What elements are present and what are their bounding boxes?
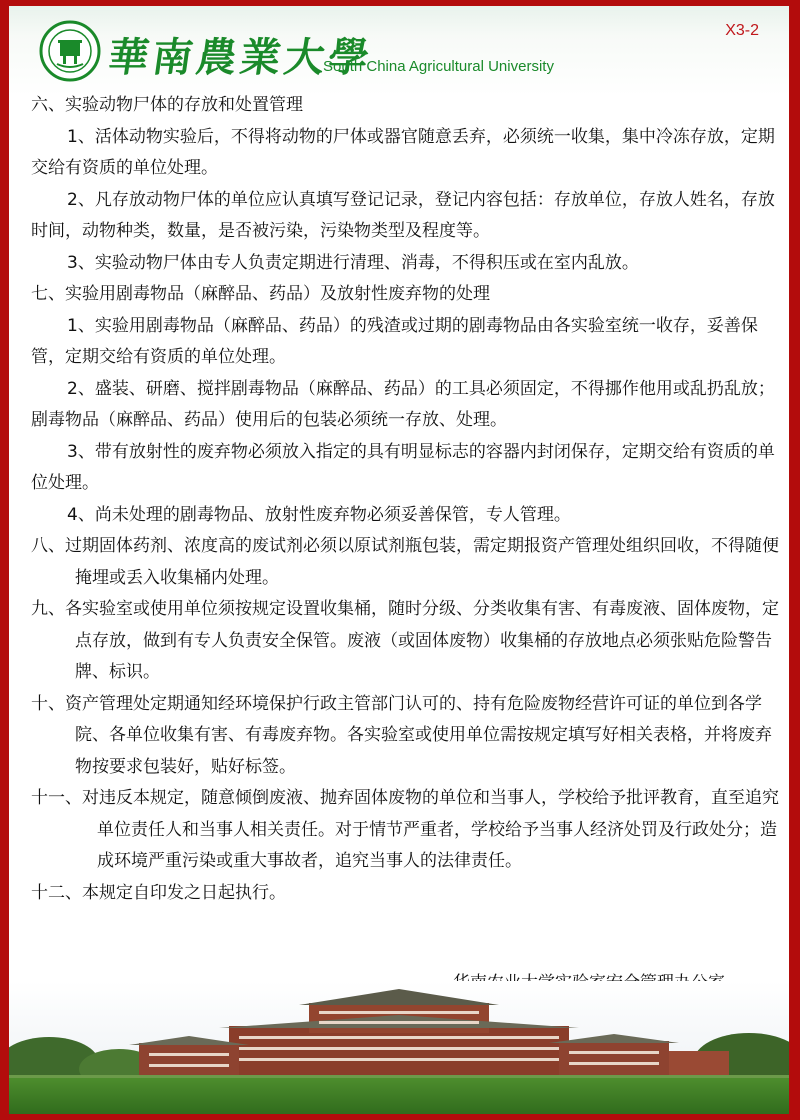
section-11: 十一、对违反本规定，随意倾倒废液、抛弃固体废物的单位和当事人，学校给予批评教育，直至追究单位责任人和当事人相关责任。对于情节严重者，学校给予当事人经济处罚及行政处分；造成环境严重污染或重大事故者，追究当事人的法律责任。 bbox=[31, 788, 779, 871]
university-seal-icon bbox=[39, 20, 101, 82]
section-7-item-1: 1、实验用剧毒物品（麻醉品、药品）的残渣或过期的剧毒物品由各实验室统一收存，妥善保管，定期交给有资质的单位处理。 bbox=[31, 315, 758, 367]
section-8: 八、过期固体药剂、浓度高的废试剂必须以原试剂瓶包装，需定期报资产管理处组织回收，不得随便掩埋或丢入收集桶内处理。 bbox=[31, 536, 779, 588]
logo-en: South China Agricultural University bbox=[323, 58, 554, 75]
document-code: X3-2 bbox=[725, 22, 759, 39]
campus-building-image bbox=[9, 981, 789, 1114]
logo-cn: 華南農業大學 bbox=[105, 34, 376, 81]
section-7-item-3: 3、带有放射性的废弃物必须放入指定的具有明显标志的容器内封闭保存，定期交给有资质的单位处理。 bbox=[31, 441, 775, 493]
document-body bbox=[31, 90, 781, 909]
section-6-item-3: 3、实验动物尸体由专人负责定期进行清理、消毒，不得积压或在室内乱放。 bbox=[67, 252, 639, 273]
section-7-item-4: 4、尚未处理的剧毒物品、放射性废弃物必须妥善保管，专人管理。 bbox=[67, 504, 571, 525]
section-6-item-1: 1、活体动物实验后，不得将动物的尸体或器官随意丢弃，必须统一收集，集中冷冻存放，定期交给有资质的单位处理。 bbox=[31, 126, 775, 178]
section-7-item-2: 2、盛装、研磨、搅拌剧毒物品（麻醉品、药品）的工具必须固定，不得挪作他用或乱扔乱放；剧毒物品（麻醉品、药品）使用后的包装必须统一存放、处理。 bbox=[31, 378, 775, 430]
section-10: 十、资产管理处定期通知经环境保护行政主管部门认可的、持有危险废物经营许可证的单位到各学院、各单位收集有害、有毒废弃物。各实验室或使用单位需按规定填写好相关表格，并将废弃物按要求包装好，贴好标签。 bbox=[31, 693, 772, 777]
section-7-title: 七、实验用剧毒物品（麻醉品、药品）及放射性废弃物的处理 bbox=[31, 284, 490, 304]
section-12: 十二、本规定自印发之日起执行。 bbox=[31, 882, 286, 903]
section-9: 九、各实验室或使用单位须按规定设置收集桶，随时分级、分类收集有害、有毒废液、固体废物，定点存放，做到有专人负责安全保管。废液（或固体废物）收集桶的存放地点必须张贴危险警告牌、标识。 bbox=[31, 599, 779, 682]
section-6-title: 六、实验动物尸体的存放和处置管理 bbox=[31, 95, 303, 115]
section-6-item-2: 2、凡存放动物尸体的单位应认真填写登记记录，登记内容包括：存放单位，存放人姓名，存放时间，动物种类，数量，是否被污染，污染物类型及程度等。 bbox=[31, 189, 775, 241]
header bbox=[9, 6, 789, 86]
document-page bbox=[9, 6, 789, 1114]
